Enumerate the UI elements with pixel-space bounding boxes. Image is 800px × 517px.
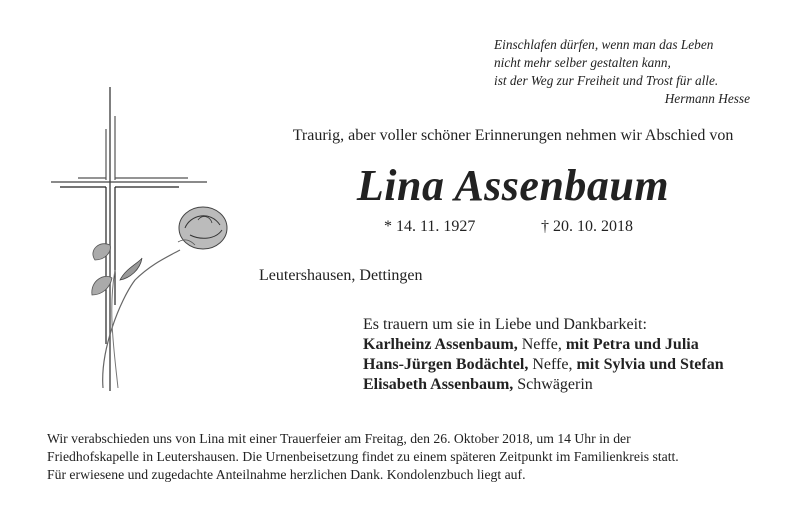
mourner-relation: Schwägerin <box>513 376 593 393</box>
service-info <box>47 430 767 484</box>
quote-author: Hermann Hesse <box>664 91 750 106</box>
mourners-heading: Es trauern um sie in Liebe und Dankbarkeit: <box>363 316 647 333</box>
quote-line: Einschlafen dürfen, wenn man das Leben <box>494 37 714 52</box>
mourner-with: mit Sylvia und Stefan <box>576 356 724 373</box>
quote-line: nicht mehr selber gestalten kann, <box>494 55 671 70</box>
location: Leutershausen, Dettingen <box>259 267 423 284</box>
mourner-name: Elisabeth Assenbaum, <box>363 376 514 393</box>
deceased-name: Lina Assenbaum <box>356 161 670 210</box>
mourner-name: Hans-Jürgen Bodächtel, <box>363 356 529 373</box>
mourner-entry <box>363 355 724 375</box>
mourner-with: mit Petra und Julia <box>565 336 699 353</box>
mourner-relation: Neffe, <box>517 336 566 353</box>
mourner-relation: Neffe, <box>528 356 577 373</box>
intro-text: Traurig, aber voller schöner Erinnerungen nehmen wir Abschied von <box>292 127 734 144</box>
footer-line: Wir verabschieden uns von Lina mit einer Trauerfeier am Freitag, den 26. Oktober 2018, um 14 Uhr in der <box>47 431 631 446</box>
footer-line: Friedhofskapelle in Leutershausen. Die Urnenbeisetzung findet zu einem späteren Zeitpunkt im Familienkreis statt. <box>47 449 679 464</box>
birth-date: * 14. 11. 1927 <box>384 218 476 235</box>
hesse-quote <box>494 36 764 108</box>
mourner-entry <box>363 335 724 355</box>
mourners-list <box>363 315 724 395</box>
cross-with-rose-icon <box>40 80 240 420</box>
footer-line: Für erwiesene und zugedachte Anteilnahme herzlichen Dank. Kondolenzbuch liegt auf. <box>47 467 526 482</box>
quote-line: ist der Weg zur Freiheit und Trost für alle. <box>494 73 719 88</box>
mourner-name: Karlheinz Assenbaum, <box>363 336 518 353</box>
death-date: † 20. 10. 2018 <box>541 218 633 235</box>
mourner-entry <box>363 375 724 395</box>
